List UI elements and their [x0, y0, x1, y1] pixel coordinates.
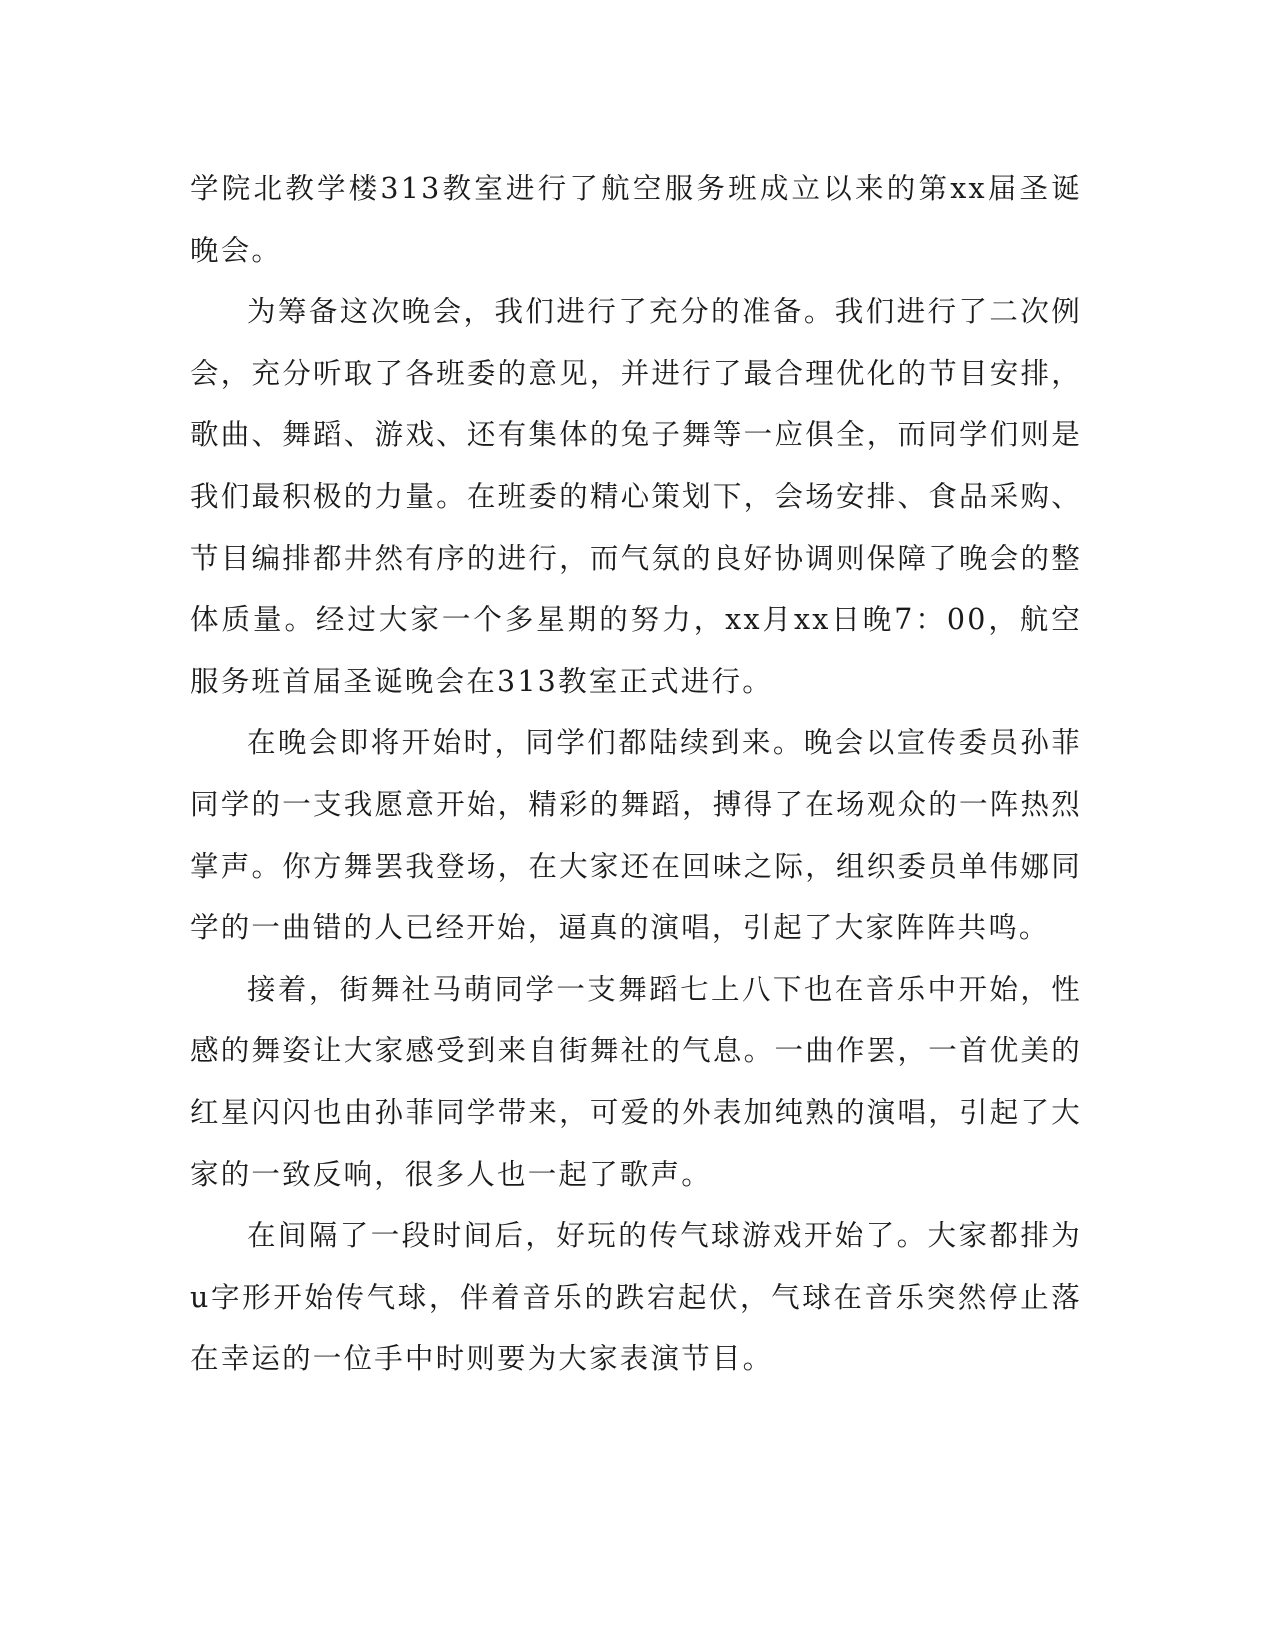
document-body [190, 158, 1082, 1390]
paragraph-performances: 接着，街舞社马萌同学一支舞蹈七上八下也在音乐中开始，性感的舞姿让大家感受到来自街舞社的气息。一曲作罢，一首优美的红星闪闪也由孙菲同学带来，可爱的外表加纯熟的演唱，引起了大家的一致反响，很多人也一起了歌声。 [190, 972, 1082, 1191]
paragraph-preparation: 为筹备这次晚会，我们进行了充分的准备。我们进行了二次例会，充分听取了各班委的意见，并进行了最合理优化的节目安排，歌曲、舞蹈、游戏、还有集体的兔子舞等一应俱全，而同学们则是我们最积极的力量。在班委的精心策划下，会场安排、食品采购、节目编排都井然有序的进行，而气氛的良好协调则保障了晚会的整体质量。经过大家一个多星期的努力，xx月xx日晚7：00，航空服务班首届圣诞晚会在313教室正式进行。 [190, 295, 1082, 698]
paragraph-opening: 在晚会即将开始时，同学们都陆续到来。晚会以宣传委员孙菲同学的一支我愿意开始，精彩的舞蹈，搏得了在场观众的一阵热烈掌声。你方舞罢我登场，在大家还在回味之际，组织委员单伟娜同学的一曲错的人已经开始，逼真的演唱，引起了大家阵阵共鸣。 [190, 726, 1082, 945]
paragraph-balloon-game: 在间隔了一段时间后，好玩的传气球游戏开始了。大家都排为u字形开始传气球，伴着音乐的跌宕起伏，气球在音乐突然停止落在幸运的一位手中时则要为大家表演节目。 [190, 1219, 1082, 1376]
paragraph-continuation: 学院北教学楼313教室进行了航空服务班成立以来的第xx届圣诞晚会。 [190, 172, 1082, 267]
